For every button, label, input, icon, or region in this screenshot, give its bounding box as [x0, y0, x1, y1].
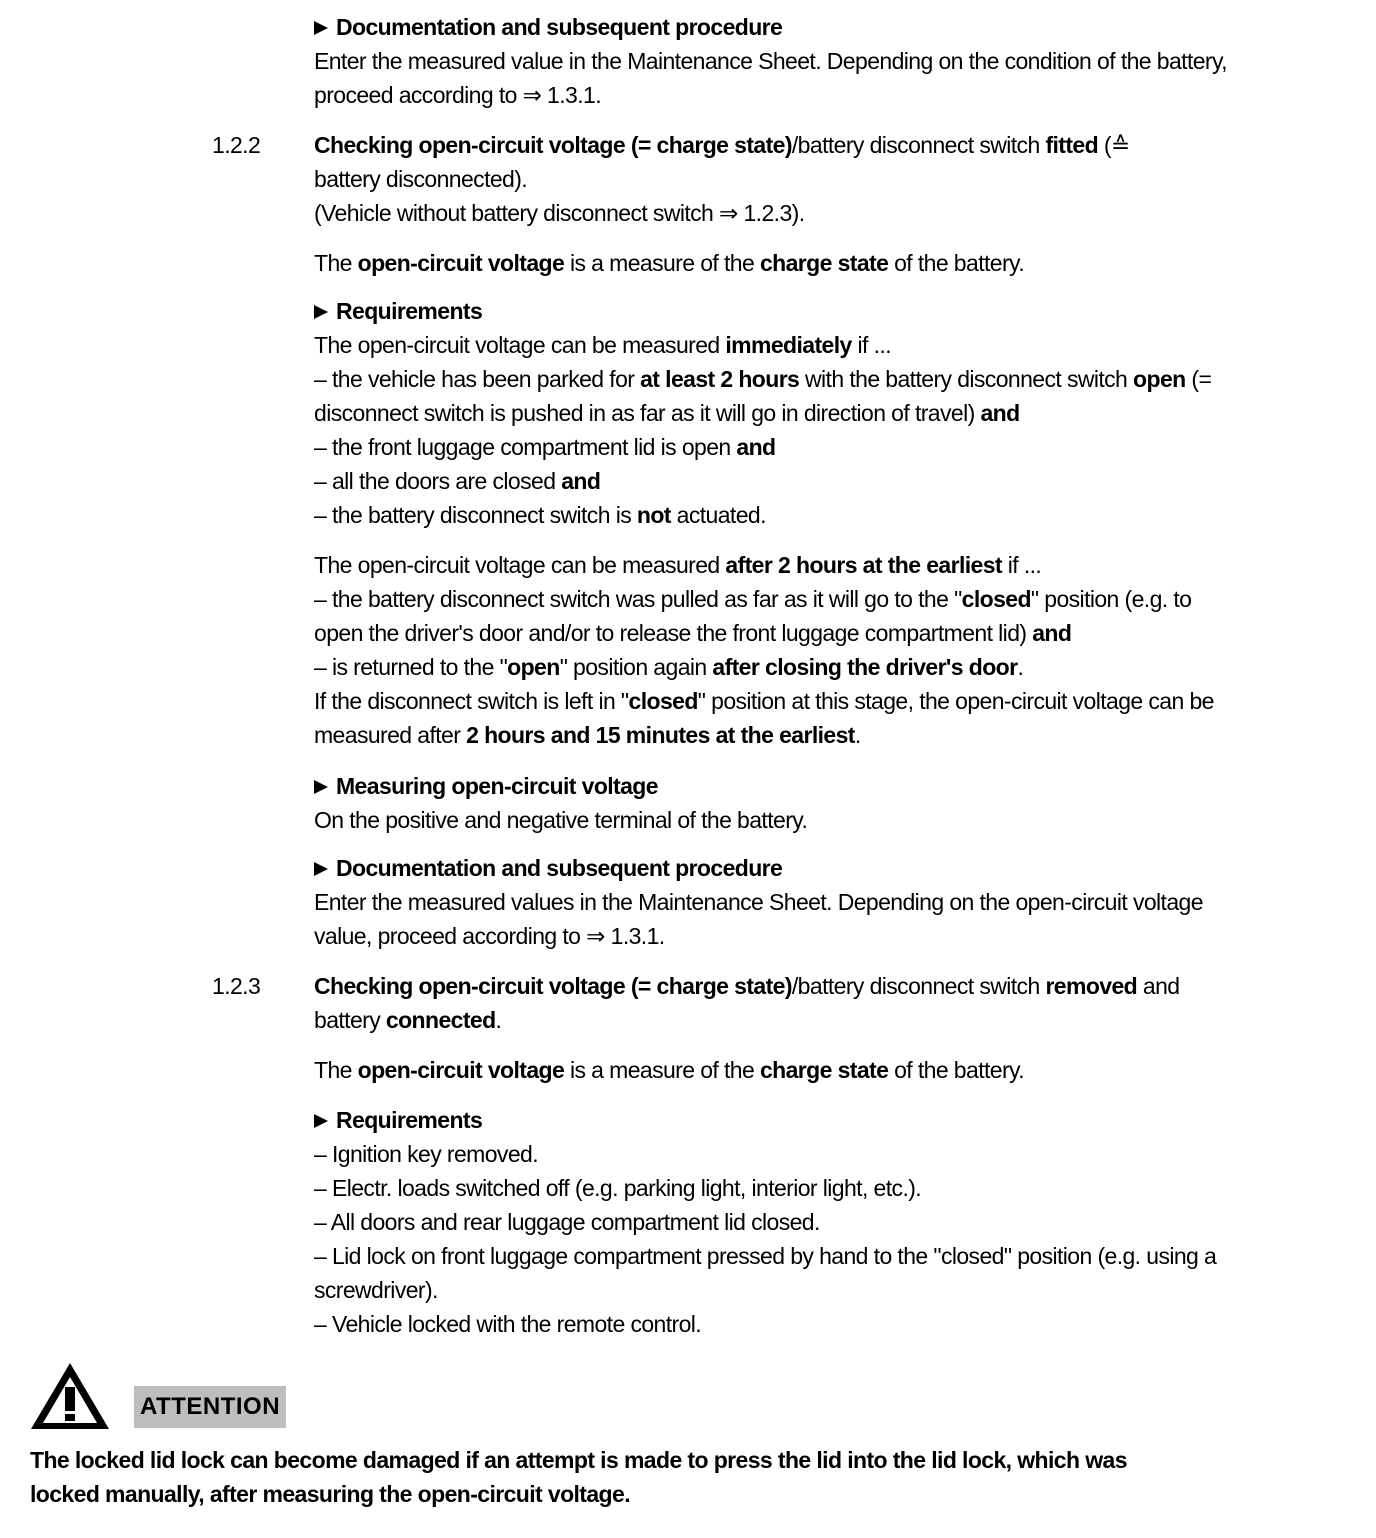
- section-1-2-2-measure-text: The open-circuit voltage is a measure of the charge state of the battery.: [314, 250, 1025, 276]
- intro-block: [314, 10, 1344, 112]
- section-1-2-3-measure-text: The open-circuit voltage is a measure of the charge state of the battery.: [314, 1057, 1025, 1083]
- section-number-1-2-3: 1.2.3: [212, 973, 261, 999]
- section-1-2-3-title: Checking open-circuit voltage (= charge state)/battery disconnect switch removed and battery connected.: [314, 973, 1180, 1033]
- intro-line-1: Enter the measured value in the Maintenance Sheet. Depending on the condition of the battery,: [314, 48, 1227, 74]
- section-1-2-2-requirements: Requirements The open-circuit voltage can be measured immediately if ... – the vehicle has been parked for at least 2 hours with the battery disconnect switch open (= disconnect switch is pushed in as far as it will go in direction of travel) and – the front luggage compartment lid is open and – all the doors are closed and – the battery disconnect switch is not actuated.: [314, 294, 1344, 532]
- section-1-2-3-requirements: Requirements – Ignition key removed. – Electr. loads switched off (e.g. parking light, interior light, etc.). – All doors and rear luggage compartment lid closed. – Lid lock on front luggage compartment pressed by hand to the "closed" position (e.g. using a screwdriver). – Vehicle locked with the remote control.: [314, 1103, 1344, 1341]
- warning-icon: [28, 1360, 112, 1432]
- requirements-heading: Requirements: [314, 294, 1344, 328]
- section-1-2-2-title: Checking open-circuit voltage (= charge state)/battery disconnect switch fitted (≙ battery disconnected). (Vehicle without battery disconnect switch ⇒ 1.2.3).: [314, 132, 1130, 226]
- intro-line-2: proceed according to ⇒ 1.3.1.: [314, 82, 602, 108]
- arrow-right-icon: [314, 780, 328, 794]
- measuring-heading: Measuring open-circuit voltage: [314, 769, 1344, 803]
- documentation-heading: Documentation and subsequent procedure: [314, 851, 1344, 885]
- section-1-2-2-delayed-measure: The open-circuit voltage can be measured after 2 hours at the earliest if ... – the battery disconnect switch was pulled as far as it will go to the "closed" position (e.g. to open the driver's door and/or to release the front luggage compartment lid) and – is returned to the "open" position again after closing the driver's door. If the disconnect switch is left in "closed" position at this stage, the open-circuit voltage can be measured after 2 hours and 15 minutes at the earliest.: [314, 552, 1214, 748]
- section-number-1-2-2: 1.2.2: [212, 132, 261, 158]
- requirements-heading: Requirements: [314, 1103, 1344, 1137]
- arrow-right-icon: [314, 862, 328, 876]
- section-1-2-2-documentation: Documentation and subsequent procedure Enter the measured values in the Maintenance Sheet. Depending on the open-circuit voltage value, proceed according to ⇒ 1.3.1.: [314, 851, 1344, 953]
- attention-label: ATTENTION: [134, 1386, 286, 1428]
- section-1-2-2-measuring: Measuring open-circuit voltage On the positive and negative terminal of the battery.: [314, 769, 1344, 837]
- arrow-right-icon: [314, 305, 328, 319]
- arrow-right-icon: [314, 1114, 328, 1128]
- arrow-right-icon: [314, 21, 328, 35]
- intro-heading: Documentation and subsequent procedure: [314, 10, 1344, 44]
- attention-text: The locked lid lock can become damaged if an attempt is made to press the lid into the lid lock, which was locked manually, after measuring the open-circuit voltage.: [30, 1447, 1127, 1507]
